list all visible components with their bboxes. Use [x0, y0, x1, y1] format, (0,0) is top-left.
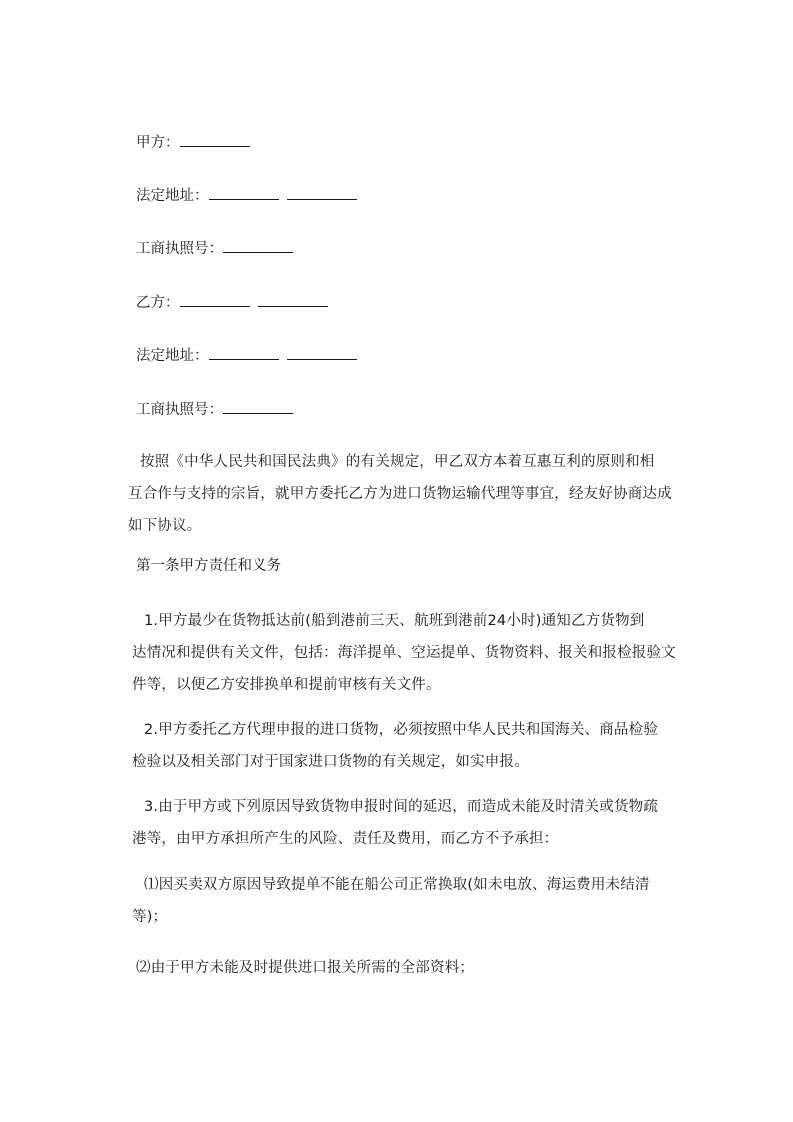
item-2-line-1: 2.甲方委托乙方代理申报的进口货物，必须按照中华人民共和国海关、商品检验 [144, 722, 659, 738]
party-b-license-label: 工商执照号： [136, 402, 223, 418]
intro-line-3: 如下协议。 [128, 518, 202, 534]
party-b-license-line [136, 398, 293, 420]
sub-item-1-line-1: ⑴因买卖双方原因导致提单不能在船公司正常换取(如未电放、海运费用未结清 [144, 877, 650, 893]
sub-item-1-paragraph [132, 869, 650, 933]
intro-line-1: 按照《中华人民共和国民法典》的有关规定，甲乙双方本着互惠互利的原则和相 [140, 454, 655, 470]
party-b-license-blank [223, 398, 293, 414]
item-2-line-2: 检验以及相关部门对于国家进口货物的有关规定，如实申报。 [132, 754, 529, 770]
party-a-line [136, 131, 250, 153]
item-1-line-1: 1.甲方最少在货物抵达前(船到港前三天、航班到港前24小时)通知乙方货物到 [144, 613, 645, 629]
item-3-line-2: 港等，由甲方承担所产生的风险、责任及费用，而乙方不予承担： [132, 831, 559, 847]
article-1-title: 第一条甲方责任和义务 [136, 558, 281, 574]
item-1-paragraph [132, 605, 676, 701]
sub-item-1-line-2: 等)； [132, 909, 168, 925]
party-b-address-line [136, 344, 357, 366]
intro-line-2: 互合作与支持的宗旨，就甲方委托乙方为进口货物运输代理等事宜，经友好协商达成 [128, 486, 672, 502]
party-a-address-line [136, 184, 357, 206]
party-b-blank-2 [258, 291, 328, 307]
party-b-line [136, 291, 328, 313]
party-b-address-blank-2 [287, 344, 357, 360]
party-a-address-label: 法定地址： [136, 188, 209, 204]
item-1-line-3: 件等，以便乙方安排换单和提前审核有关文件。 [132, 677, 441, 693]
item-2-paragraph [132, 714, 659, 778]
sub-item-2-paragraph [136, 952, 474, 984]
party-a-address-blank-1 [209, 184, 279, 200]
item-3-line-1: 3.由于甲方或下列原因导致货物申报时间的延迟，而造成未能及时清关或货物疏 [144, 799, 659, 815]
party-a-address-blank-2 [287, 184, 357, 200]
party-a-license-blank [223, 237, 293, 253]
party-a-blank [180, 131, 250, 147]
item-1-line-2: 达情况和提供有关文件，包括：海洋提单、空运提单、货物资料、报关和报检报验文 [132, 645, 676, 661]
party-b-label: 乙方： [136, 295, 180, 311]
party-a-label: 甲方： [136, 135, 180, 151]
party-a-license-line [136, 237, 293, 259]
sub-item-2-line-1: ⑵由于甲方未能及时提供进口报关所需的全部资料； [136, 960, 475, 976]
item-3-paragraph [132, 791, 659, 855]
intro-paragraph [128, 446, 672, 542]
party-a-license-label: 工商执照号： [136, 241, 223, 257]
party-b-address-label: 法定地址： [136, 348, 209, 364]
party-b-blank-1 [180, 291, 250, 307]
party-b-address-blank-1 [209, 344, 279, 360]
